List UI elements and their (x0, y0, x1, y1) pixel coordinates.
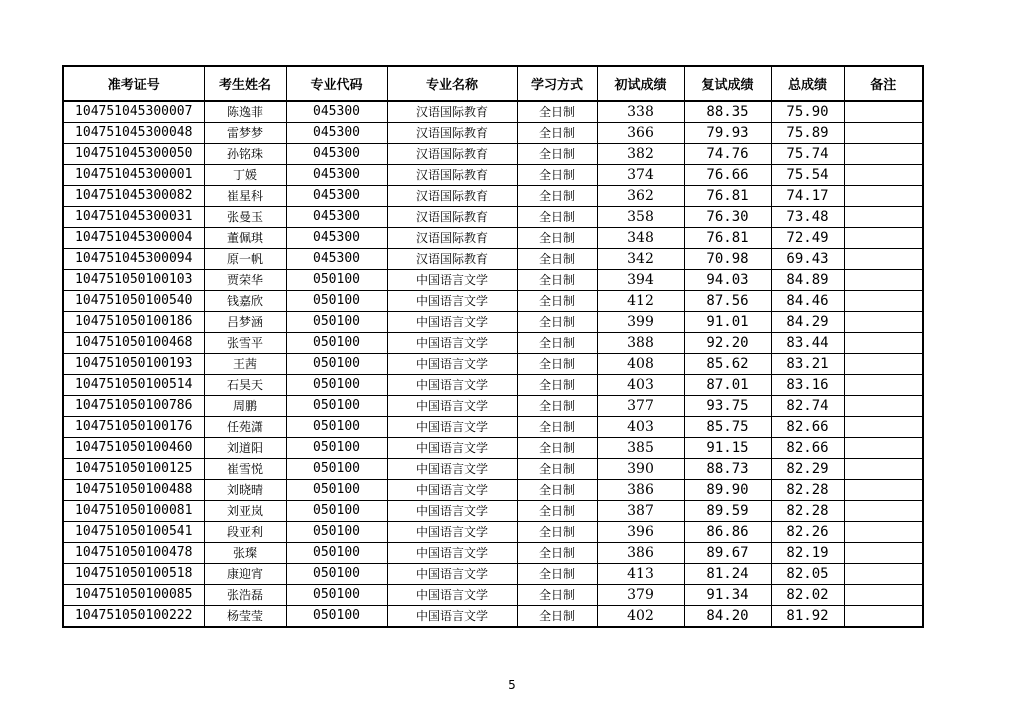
initial-score-cell: 338 (597, 101, 684, 123)
exam-id-cell: 104751045300050 (63, 144, 204, 165)
major-name-cell: 汉语国际教育 (387, 101, 517, 123)
remarks-cell (844, 249, 923, 270)
major-name-cell: 中国语言文学 (387, 480, 517, 501)
major-name-cell: 汉语国际教育 (387, 165, 517, 186)
total-score-cell: 84.89 (771, 270, 844, 291)
retest-score-cell: 76.81 (684, 228, 771, 249)
retest-score-cell: 91.15 (684, 438, 771, 459)
major-name-cell: 中国语言文学 (387, 564, 517, 585)
table-body (63, 101, 923, 627)
student-name-cell: 贾荣华 (204, 270, 286, 291)
major-code-cell: 045300 (286, 101, 387, 123)
retest-score-cell: 89.59 (684, 501, 771, 522)
student-name-cell: 张浩磊 (204, 585, 286, 606)
table-row (63, 438, 923, 459)
initial-score-cell: 403 (597, 375, 684, 396)
major-name-cell: 中国语言文学 (387, 459, 517, 480)
table-row (63, 101, 923, 123)
header-exam-id: 准考证号 (63, 66, 204, 101)
table-row (63, 186, 923, 207)
total-score-cell: 82.74 (771, 396, 844, 417)
table-row (63, 606, 923, 628)
major-code-cell: 050100 (286, 333, 387, 354)
study-mode-cell: 全日制 (517, 396, 597, 417)
initial-score-cell: 377 (597, 396, 684, 417)
retest-score-cell: 92.20 (684, 333, 771, 354)
major-name-cell: 中国语言文学 (387, 375, 517, 396)
retest-score-cell: 79.93 (684, 123, 771, 144)
remarks-cell (844, 270, 923, 291)
header-study-mode: 学习方式 (517, 66, 597, 101)
major-code-cell: 050100 (286, 312, 387, 333)
remarks-cell (844, 312, 923, 333)
total-score-cell: 82.05 (771, 564, 844, 585)
student-name-cell: 王茜 (204, 354, 286, 375)
retest-score-cell: 91.01 (684, 312, 771, 333)
retest-score-cell: 85.75 (684, 417, 771, 438)
initial-score-cell: 394 (597, 270, 684, 291)
study-mode-cell: 全日制 (517, 354, 597, 375)
exam-id-cell: 104751050100518 (63, 564, 204, 585)
header-major-name: 专业名称 (387, 66, 517, 101)
total-score-cell: 83.16 (771, 375, 844, 396)
table-row (63, 312, 923, 333)
table-row (63, 375, 923, 396)
table-row (63, 249, 923, 270)
major-code-cell: 045300 (286, 165, 387, 186)
total-score-cell: 82.29 (771, 459, 844, 480)
retest-score-cell: 86.86 (684, 522, 771, 543)
initial-score-cell: 386 (597, 480, 684, 501)
major-code-cell: 050100 (286, 270, 387, 291)
total-score-cell: 82.28 (771, 480, 844, 501)
total-score-cell: 75.89 (771, 123, 844, 144)
student-name-cell: 陈逸菲 (204, 101, 286, 123)
remarks-cell (844, 606, 923, 628)
table-row (63, 207, 923, 228)
initial-score-cell: 388 (597, 333, 684, 354)
table-row (63, 564, 923, 585)
major-name-cell: 中国语言文学 (387, 270, 517, 291)
remarks-cell (844, 543, 923, 564)
study-mode-cell: 全日制 (517, 228, 597, 249)
score-table (62, 65, 924, 628)
major-code-cell: 045300 (286, 249, 387, 270)
total-score-cell: 75.74 (771, 144, 844, 165)
major-code-cell: 045300 (286, 207, 387, 228)
exam-id-cell: 104751045300031 (63, 207, 204, 228)
remarks-cell (844, 375, 923, 396)
major-code-cell: 050100 (286, 522, 387, 543)
initial-score-cell: 358 (597, 207, 684, 228)
study-mode-cell: 全日制 (517, 123, 597, 144)
table-row (63, 417, 923, 438)
exam-id-cell: 104751045300094 (63, 249, 204, 270)
retest-score-cell: 85.62 (684, 354, 771, 375)
table-row (63, 291, 923, 312)
table-row (63, 396, 923, 417)
remarks-cell (844, 396, 923, 417)
exam-id-cell: 104751050100541 (63, 522, 204, 543)
total-score-cell: 84.29 (771, 312, 844, 333)
student-name-cell: 张璨 (204, 543, 286, 564)
table-header-row (63, 66, 923, 101)
remarks-cell (844, 101, 923, 123)
major-code-cell: 050100 (286, 375, 387, 396)
total-score-cell: 82.02 (771, 585, 844, 606)
initial-score-cell: 382 (597, 144, 684, 165)
major-code-cell: 050100 (286, 564, 387, 585)
major-name-cell: 中国语言文学 (387, 291, 517, 312)
major-code-cell: 050100 (286, 438, 387, 459)
study-mode-cell: 全日制 (517, 207, 597, 228)
table-row (63, 459, 923, 480)
exam-id-cell: 104751050100786 (63, 396, 204, 417)
table-row (63, 228, 923, 249)
retest-score-cell: 89.90 (684, 480, 771, 501)
major-code-cell: 050100 (286, 354, 387, 375)
retest-score-cell: 76.66 (684, 165, 771, 186)
remarks-cell (844, 501, 923, 522)
total-score-cell: 69.43 (771, 249, 844, 270)
exam-id-cell: 104751045300004 (63, 228, 204, 249)
exam-id-cell: 104751045300007 (63, 101, 204, 123)
retest-score-cell: 89.67 (684, 543, 771, 564)
exam-id-cell: 104751050100081 (63, 501, 204, 522)
table-row (63, 585, 923, 606)
major-code-cell: 045300 (286, 228, 387, 249)
major-code-cell: 050100 (286, 480, 387, 501)
exam-id-cell: 104751045300001 (63, 165, 204, 186)
study-mode-cell: 全日制 (517, 333, 597, 354)
table-row (63, 165, 923, 186)
exam-id-cell: 104751050100103 (63, 270, 204, 291)
retest-score-cell: 93.75 (684, 396, 771, 417)
exam-id-cell: 104751050100468 (63, 333, 204, 354)
study-mode-cell: 全日制 (517, 417, 597, 438)
retest-score-cell: 70.98 (684, 249, 771, 270)
major-name-cell: 汉语国际教育 (387, 123, 517, 144)
total-score-cell: 82.66 (771, 417, 844, 438)
remarks-cell (844, 438, 923, 459)
student-name-cell: 原一帆 (204, 249, 286, 270)
student-name-cell: 刘晓晴 (204, 480, 286, 501)
exam-id-cell: 104751050100478 (63, 543, 204, 564)
major-name-cell: 中国语言文学 (387, 606, 517, 628)
initial-score-cell: 348 (597, 228, 684, 249)
table-row (63, 354, 923, 375)
study-mode-cell: 全日制 (517, 564, 597, 585)
header-major-code: 专业代码 (286, 66, 387, 101)
major-name-cell: 中国语言文学 (387, 333, 517, 354)
major-code-cell: 045300 (286, 144, 387, 165)
total-score-cell: 75.54 (771, 165, 844, 186)
major-code-cell: 050100 (286, 606, 387, 628)
retest-score-cell: 91.34 (684, 585, 771, 606)
exam-id-cell: 104751050100460 (63, 438, 204, 459)
header-student-name: 考生姓名 (204, 66, 286, 101)
total-score-cell: 72.49 (771, 228, 844, 249)
page-number: 5 (508, 678, 516, 692)
total-score-cell: 84.46 (771, 291, 844, 312)
exam-id-cell: 104751050100540 (63, 291, 204, 312)
exam-id-cell: 104751050100085 (63, 585, 204, 606)
remarks-cell (844, 522, 923, 543)
table-row (63, 480, 923, 501)
major-name-cell: 中国语言文学 (387, 522, 517, 543)
major-code-cell: 045300 (286, 186, 387, 207)
total-score-cell: 82.28 (771, 501, 844, 522)
initial-score-cell: 413 (597, 564, 684, 585)
retest-score-cell: 84.20 (684, 606, 771, 628)
table-row (63, 501, 923, 522)
study-mode-cell: 全日制 (517, 585, 597, 606)
major-name-cell: 中国语言文学 (387, 585, 517, 606)
header-initial-score: 初试成绩 (597, 66, 684, 101)
student-name-cell: 丁媛 (204, 165, 286, 186)
major-name-cell: 中国语言文学 (387, 417, 517, 438)
header-total-score: 总成绩 (771, 66, 844, 101)
retest-score-cell: 81.24 (684, 564, 771, 585)
table-row (63, 333, 923, 354)
initial-score-cell: 386 (597, 543, 684, 564)
study-mode-cell: 全日制 (517, 270, 597, 291)
retest-score-cell: 76.81 (684, 186, 771, 207)
major-code-cell: 050100 (286, 396, 387, 417)
major-name-cell: 中国语言文学 (387, 354, 517, 375)
exam-id-cell: 104751050100222 (63, 606, 204, 628)
exam-id-cell: 104751050100176 (63, 417, 204, 438)
study-mode-cell: 全日制 (517, 522, 597, 543)
remarks-cell (844, 417, 923, 438)
study-mode-cell: 全日制 (517, 480, 597, 501)
student-name-cell: 刘道阳 (204, 438, 286, 459)
student-name-cell: 周鹏 (204, 396, 286, 417)
student-name-cell: 刘亚岚 (204, 501, 286, 522)
initial-score-cell: 390 (597, 459, 684, 480)
major-code-cell: 050100 (286, 585, 387, 606)
total-score-cell: 83.21 (771, 354, 844, 375)
exam-id-cell: 104751050100193 (63, 354, 204, 375)
major-name-cell: 中国语言文学 (387, 501, 517, 522)
retest-score-cell: 87.56 (684, 291, 771, 312)
study-mode-cell: 全日制 (517, 606, 597, 628)
study-mode-cell: 全日制 (517, 312, 597, 333)
initial-score-cell: 403 (597, 417, 684, 438)
student-name-cell: 董佩琪 (204, 228, 286, 249)
study-mode-cell: 全日制 (517, 543, 597, 564)
student-name-cell: 雷梦梦 (204, 123, 286, 144)
study-mode-cell: 全日制 (517, 291, 597, 312)
major-code-cell: 050100 (286, 501, 387, 522)
initial-score-cell: 408 (597, 354, 684, 375)
study-mode-cell: 全日制 (517, 375, 597, 396)
student-name-cell: 张雪平 (204, 333, 286, 354)
exam-id-cell: 104751050100186 (63, 312, 204, 333)
initial-score-cell: 342 (597, 249, 684, 270)
initial-score-cell: 362 (597, 186, 684, 207)
initial-score-cell: 399 (597, 312, 684, 333)
total-score-cell: 73.48 (771, 207, 844, 228)
remarks-cell (844, 186, 923, 207)
study-mode-cell: 全日制 (517, 438, 597, 459)
total-score-cell: 82.66 (771, 438, 844, 459)
total-score-cell: 75.90 (771, 101, 844, 123)
major-name-cell: 汉语国际教育 (387, 207, 517, 228)
student-name-cell: 吕梦涵 (204, 312, 286, 333)
student-name-cell: 杨莹莹 (204, 606, 286, 628)
initial-score-cell: 374 (597, 165, 684, 186)
major-name-cell: 汉语国际教育 (387, 186, 517, 207)
remarks-cell (844, 291, 923, 312)
remarks-cell (844, 354, 923, 375)
retest-score-cell: 87.01 (684, 375, 771, 396)
exam-id-cell: 104751050100488 (63, 480, 204, 501)
exam-id-cell: 104751045300048 (63, 123, 204, 144)
major-code-cell: 050100 (286, 291, 387, 312)
total-score-cell: 82.19 (771, 543, 844, 564)
remarks-cell (844, 165, 923, 186)
remarks-cell (844, 564, 923, 585)
total-score-cell: 74.17 (771, 186, 844, 207)
study-mode-cell: 全日制 (517, 249, 597, 270)
remarks-cell (844, 480, 923, 501)
student-name-cell: 崔星科 (204, 186, 286, 207)
initial-score-cell: 412 (597, 291, 684, 312)
major-name-cell: 汉语国际教育 (387, 144, 517, 165)
table-row (63, 522, 923, 543)
major-code-cell: 045300 (286, 123, 387, 144)
initial-score-cell: 396 (597, 522, 684, 543)
retest-score-cell: 88.35 (684, 101, 771, 123)
header-retest-score: 复试成绩 (684, 66, 771, 101)
major-name-cell: 汉语国际教育 (387, 228, 517, 249)
student-name-cell: 康迎宵 (204, 564, 286, 585)
remarks-cell (844, 207, 923, 228)
initial-score-cell: 402 (597, 606, 684, 628)
total-score-cell: 82.26 (771, 522, 844, 543)
study-mode-cell: 全日制 (517, 459, 597, 480)
header-remarks: 备注 (844, 66, 923, 101)
exam-id-cell: 104751050100514 (63, 375, 204, 396)
table-row (63, 123, 923, 144)
retest-score-cell: 76.30 (684, 207, 771, 228)
study-mode-cell: 全日制 (517, 186, 597, 207)
major-code-cell: 050100 (286, 543, 387, 564)
initial-score-cell: 385 (597, 438, 684, 459)
total-score-cell: 83.44 (771, 333, 844, 354)
major-code-cell: 050100 (286, 459, 387, 480)
remarks-cell (844, 144, 923, 165)
study-mode-cell: 全日制 (517, 101, 597, 123)
student-name-cell: 张曼玉 (204, 207, 286, 228)
initial-score-cell: 379 (597, 585, 684, 606)
exam-id-cell: 104751045300082 (63, 186, 204, 207)
student-name-cell: 孙铭珠 (204, 144, 286, 165)
major-name-cell: 中国语言文学 (387, 396, 517, 417)
table-row (63, 543, 923, 564)
remarks-cell (844, 585, 923, 606)
initial-score-cell: 387 (597, 501, 684, 522)
study-mode-cell: 全日制 (517, 144, 597, 165)
remarks-cell (844, 228, 923, 249)
retest-score-cell: 94.03 (684, 270, 771, 291)
remarks-cell (844, 333, 923, 354)
retest-score-cell: 74.76 (684, 144, 771, 165)
study-mode-cell: 全日制 (517, 165, 597, 186)
student-name-cell: 段亚利 (204, 522, 286, 543)
major-name-cell: 中国语言文学 (387, 438, 517, 459)
student-name-cell: 石昊天 (204, 375, 286, 396)
study-mode-cell: 全日制 (517, 501, 597, 522)
major-name-cell: 中国语言文学 (387, 543, 517, 564)
remarks-cell (844, 123, 923, 144)
table-row (63, 144, 923, 165)
total-score-cell: 81.92 (771, 606, 844, 628)
initial-score-cell: 366 (597, 123, 684, 144)
student-name-cell: 任苑潇 (204, 417, 286, 438)
major-name-cell: 中国语言文学 (387, 312, 517, 333)
table-row (63, 270, 923, 291)
exam-id-cell: 104751050100125 (63, 459, 204, 480)
student-name-cell: 崔雪悦 (204, 459, 286, 480)
retest-score-cell: 88.73 (684, 459, 771, 480)
remarks-cell (844, 459, 923, 480)
major-name-cell: 汉语国际教育 (387, 249, 517, 270)
student-name-cell: 钱嘉欣 (204, 291, 286, 312)
major-code-cell: 050100 (286, 417, 387, 438)
